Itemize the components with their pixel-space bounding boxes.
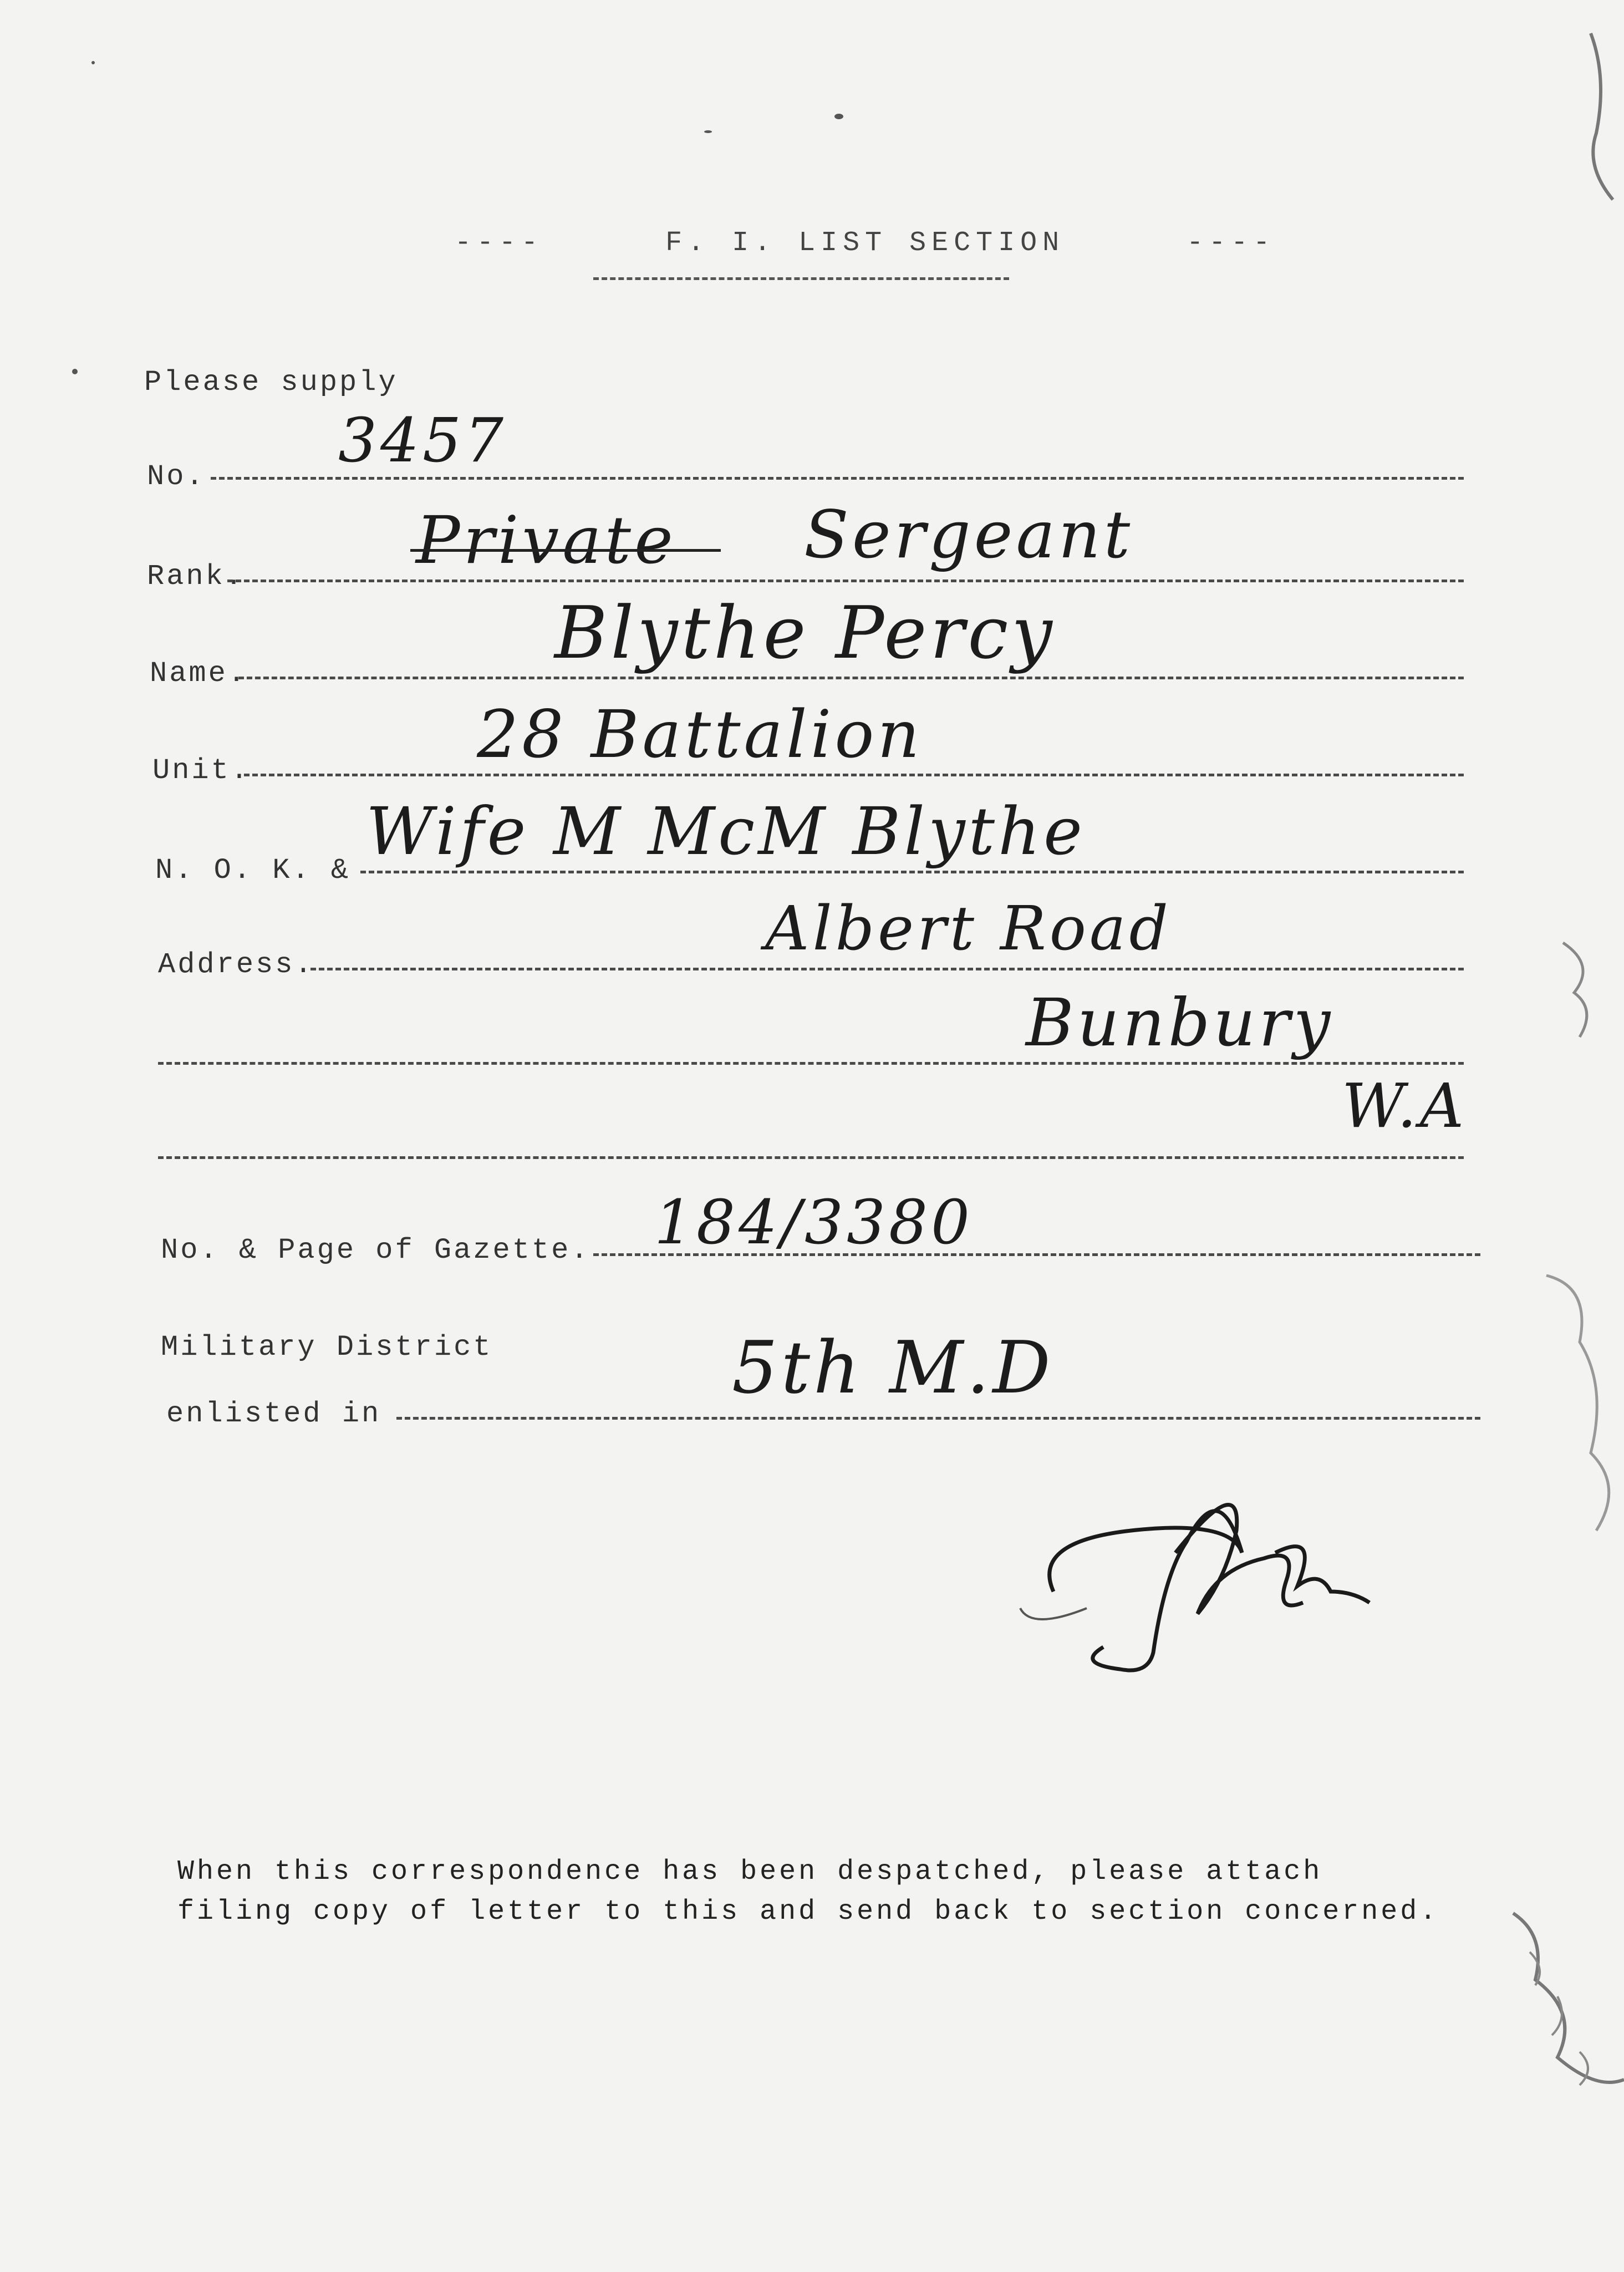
rank-strikethrough — [410, 549, 721, 552]
no-label: No. — [147, 460, 206, 493]
title-left-dashes: ---- — [455, 227, 544, 259]
name-value: Blythe Percy — [554, 591, 1056, 675]
nok-value: Wife M McM Blythe — [366, 793, 1086, 870]
address-line-2 — [158, 1062, 1464, 1065]
district-line — [396, 1417, 1480, 1420]
address-line1-value: Albert Road — [765, 893, 1172, 964]
unit-label: Unit. — [152, 754, 251, 787]
address-label: Address. — [158, 948, 314, 981]
please-supply-label: Please supply — [144, 366, 398, 399]
unit-line — [244, 774, 1464, 776]
gazette-label: No. & Page of Gazette. — [161, 1234, 590, 1267]
speck — [704, 130, 712, 133]
rank-struck-value: Private — [416, 502, 676, 578]
nok-label: N. O. K. & — [155, 854, 351, 887]
title-underline — [593, 277, 1009, 280]
footer-line-2: filing copy of letter to this and send back to section concerned. — [177, 1896, 1439, 1928]
rank-line — [227, 580, 1464, 582]
speck — [72, 369, 78, 374]
section-title — [455, 227, 1275, 259]
nok-line — [360, 871, 1464, 873]
district-label-line2: enlisted in — [166, 1397, 381, 1430]
gazette-value: 184/3380 — [654, 1187, 973, 1258]
no-line — [211, 477, 1464, 480]
title-right-dashes: ---- — [1187, 227, 1276, 259]
address-line-3 — [158, 1156, 1464, 1159]
initials-signature — [1009, 1464, 1453, 1686]
district-label-line1: Military District — [161, 1331, 493, 1364]
speck — [834, 114, 843, 119]
speck — [91, 61, 95, 64]
address-line2-value: Bunbury — [1026, 984, 1334, 1061]
title-text: F. I. LIST SECTION — [665, 227, 1065, 259]
no-value: 3457 — [338, 405, 507, 476]
unit-value: 28 Battalion — [477, 696, 923, 772]
footer-instructions — [177, 1852, 1439, 1932]
footer-line-1: When this correspondence has been despatched, please attach — [177, 1856, 1323, 1888]
page-edge-wear — [1480, 0, 1624, 2272]
address-line3-value: W.A — [1342, 1070, 1468, 1141]
district-value: 5th M.D — [732, 1325, 1054, 1410]
address-line-1 — [310, 968, 1464, 970]
rank-value: Sergeant — [804, 496, 1134, 573]
name-line — [238, 677, 1464, 679]
rank-label: Rank. — [147, 560, 245, 593]
name-label: Name. — [150, 657, 248, 690]
